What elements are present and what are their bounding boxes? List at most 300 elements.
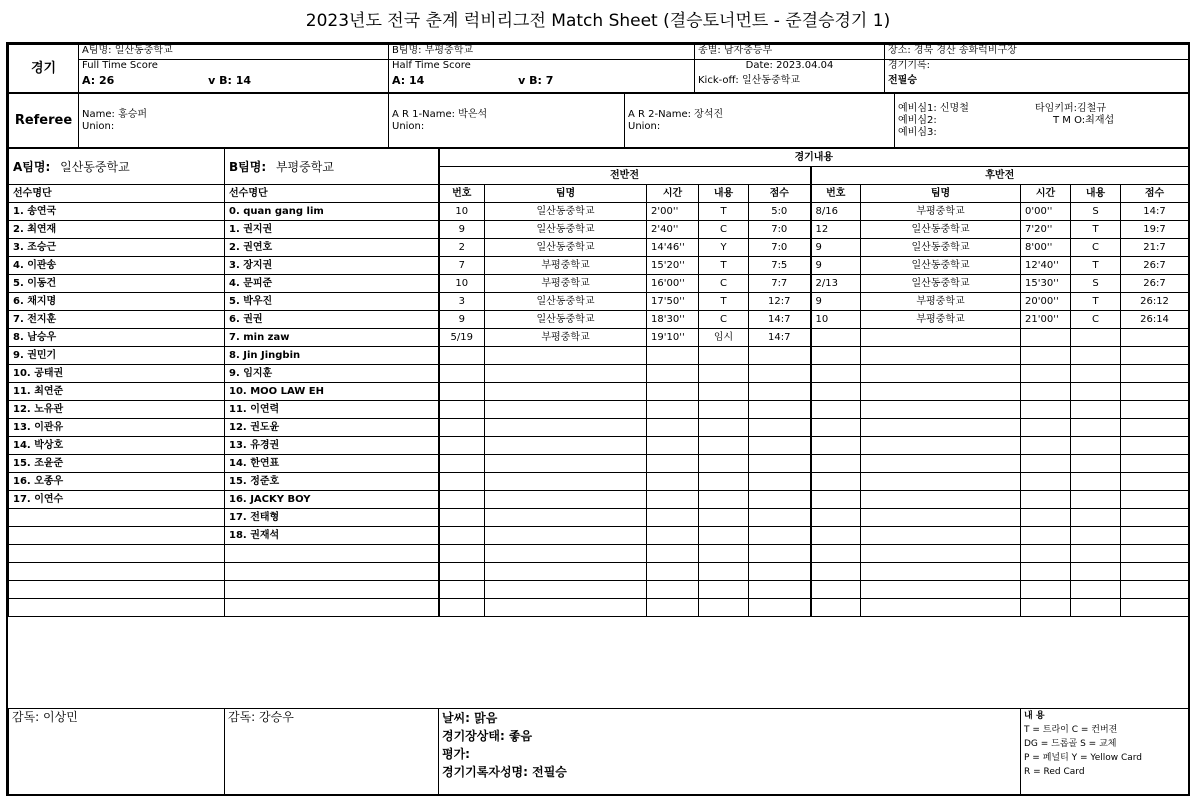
first-half-event-time: 16'00'' <box>647 275 699 293</box>
second-half-event-content <box>1071 365 1121 383</box>
first-half-event-number <box>439 545 485 563</box>
first-half-event-number <box>439 383 485 401</box>
first-half-event-team <box>485 347 647 365</box>
match-sheet <box>6 42 1190 796</box>
second-half-event-content: S <box>1071 203 1121 221</box>
player-a: 16. 오종우 <box>9 473 225 491</box>
table-row <box>9 455 1189 473</box>
first-half-event-content <box>699 563 749 581</box>
legend-4: R = Red Card <box>1024 767 1085 777</box>
second-half-event-team <box>861 347 1021 365</box>
player-a: 11. 최연준 <box>9 383 225 401</box>
tmo: T M O:최재섭 <box>1053 115 1115 126</box>
first-half-event-content <box>699 473 749 491</box>
second-half-event-score: 26:7 <box>1121 257 1189 275</box>
second-half-event-time <box>1021 491 1071 509</box>
second-half-event-content <box>1071 329 1121 347</box>
table-row <box>9 527 1189 545</box>
reserve-1: 예비심1: 신명철 <box>898 102 969 114</box>
table-row <box>9 311 1189 329</box>
player-b <box>225 545 439 563</box>
referee-table <box>8 93 1189 148</box>
second-half-event-score <box>1121 365 1189 383</box>
first-half-event-number <box>439 347 485 365</box>
legend-3: P = 페널티 Y = Yellow Card <box>1024 753 1143 763</box>
team-a-header <box>9 149 225 185</box>
referee-name <box>79 94 389 148</box>
coach-a: 감독: 이상민 <box>9 709 225 795</box>
table-row <box>9 509 1189 527</box>
first-half-event-score <box>749 419 811 437</box>
player-b: 8. Jin Jingbin <box>225 347 439 365</box>
second-half-event-team <box>861 437 1021 455</box>
player-a: 13. 이관유 <box>9 419 225 437</box>
player-a: 9. 권민기 <box>9 347 225 365</box>
first-half-event-number <box>439 365 485 383</box>
first-half-event-content <box>699 383 749 401</box>
second-half-event-team <box>861 491 1021 509</box>
second-half-event-content <box>1071 527 1121 545</box>
player-b: 15. 정준호 <box>225 473 439 491</box>
first-half-event-time: 18'30'' <box>647 311 699 329</box>
second-half-event-content <box>1071 491 1121 509</box>
second-half-event-team: 일산동중학교 <box>861 221 1021 239</box>
first-half-event-number: 10 <box>439 275 485 293</box>
first-half-event-time <box>647 581 699 599</box>
col-number: 번호 <box>439 185 485 203</box>
first-half-event-team: 일산동중학교 <box>485 221 647 239</box>
second-half-event-score <box>1121 527 1189 545</box>
first-half-event-score: 14:7 <box>749 329 811 347</box>
first-half-event-score <box>749 383 811 401</box>
ar1 <box>389 94 625 148</box>
second-half-event-team: 부평중학교 <box>861 293 1021 311</box>
first-half-event-time: 2'40'' <box>647 221 699 239</box>
second-half-event-score: 26:12 <box>1121 293 1189 311</box>
second-half-event-team <box>861 455 1021 473</box>
second-half-event-time <box>1021 545 1071 563</box>
sheet-title: 2023년도 전국 춘계 럭비리그전 Match Sheet (결승토너먼트 - 준결승경기 1) <box>305 11 891 31</box>
first-half-event-team <box>485 599 647 617</box>
first-half-event-score <box>749 455 811 473</box>
table-row <box>9 401 1189 419</box>
second-half-event-number: 12 <box>811 221 861 239</box>
second-half-event-number <box>811 509 861 527</box>
second-half-event-score <box>1121 509 1189 527</box>
team-a-title: 일산동중학교 <box>60 159 130 174</box>
player-a: 4. 이관송 <box>9 257 225 275</box>
second-half-event-team <box>861 365 1021 383</box>
second-half-event-score <box>1121 419 1189 437</box>
referee-name-text: Name: 홍승퍼 <box>82 108 148 120</box>
second-half-event-time <box>1021 527 1071 545</box>
table-row <box>9 257 1189 275</box>
player-b <box>225 563 439 581</box>
first-half-event-content <box>699 437 749 455</box>
first-half-event-score: 7:0 <box>749 221 811 239</box>
referee-union: Union: <box>82 120 115 132</box>
table-row <box>9 293 1189 311</box>
second-half-event-content <box>1071 581 1121 599</box>
table-row <box>9 599 1189 617</box>
table-row <box>9 221 1189 239</box>
first-half-event-number <box>439 419 485 437</box>
match-conditions <box>439 709 1021 795</box>
second-half-event-number <box>811 401 861 419</box>
first-half-event-number: 2 <box>439 239 485 257</box>
second-half-event-content <box>1071 419 1121 437</box>
player-a <box>9 563 225 581</box>
second-half-event-score <box>1121 329 1189 347</box>
table-row <box>9 365 1189 383</box>
full-time-score <box>79 60 389 93</box>
second-half-event-number <box>811 491 861 509</box>
second-half-event-score <box>1121 347 1189 365</box>
team-b-label: B팀명: <box>229 159 267 174</box>
first-half-event-score <box>749 473 811 491</box>
second-half-event-score <box>1121 599 1189 617</box>
player-a: 6. 채지명 <box>9 293 225 311</box>
first-half-event-team <box>485 509 647 527</box>
second-half-event-time <box>1021 419 1071 437</box>
second-half-event-content: C <box>1071 311 1121 329</box>
first-half-event-time <box>647 437 699 455</box>
player-b: 12. 권도윤 <box>225 419 439 437</box>
player-a: 3. 조승근 <box>9 239 225 257</box>
second-half-event-score <box>1121 473 1189 491</box>
second-half-event-content: C <box>1071 239 1121 257</box>
first-half-header: 전반전 <box>439 167 811 185</box>
referee-label: Referee <box>9 94 79 148</box>
second-half-event-number: 10 <box>811 311 861 329</box>
full-time-label: Full Time Score <box>82 60 158 71</box>
first-half-event-time: 19'10'' <box>647 329 699 347</box>
second-half-event-content: T <box>1071 257 1121 275</box>
second-half-event-time <box>1021 347 1071 365</box>
first-half-event-score: 7:5 <box>749 257 811 275</box>
officials <box>895 94 1189 148</box>
second-half-event-number <box>811 329 861 347</box>
first-half-event-team: 부평중학교 <box>485 275 647 293</box>
first-half-event-number <box>439 599 485 617</box>
second-half-event-number <box>811 383 861 401</box>
second-half-event-number: 2/13 <box>811 275 861 293</box>
first-half-event-score: 12:7 <box>749 293 811 311</box>
second-half-event-number <box>811 437 861 455</box>
second-half-event-team <box>861 545 1021 563</box>
second-half-event-team: 일산동중학교 <box>861 257 1021 275</box>
table-row <box>9 581 1189 599</box>
second-half-event-number: 9 <box>811 293 861 311</box>
first-half-event-content <box>699 455 749 473</box>
second-half-event-content <box>1071 383 1121 401</box>
second-half-event-number <box>811 527 861 545</box>
first-half-event-content <box>699 545 749 563</box>
first-half-event-number <box>439 527 485 545</box>
second-half-event-content <box>1071 347 1121 365</box>
first-half-event-time <box>647 527 699 545</box>
recorder: 경기기록자성명: 전필승 <box>442 765 567 779</box>
first-half-event-content: C <box>699 221 749 239</box>
roster-a-header: 선수명단 <box>9 185 225 203</box>
first-half-event-team: 부평중학교 <box>485 329 647 347</box>
second-half-event-score <box>1121 563 1189 581</box>
first-half-event-time <box>647 383 699 401</box>
first-half-event-score <box>749 347 811 365</box>
first-half-event-score <box>749 581 811 599</box>
first-half-event-team: 일산동중학교 <box>485 203 647 221</box>
second-half-event-content <box>1071 437 1121 455</box>
second-half-event-score: 21:7 <box>1121 239 1189 257</box>
first-half-event-team <box>485 419 647 437</box>
first-half-event-content: T <box>699 203 749 221</box>
second-half-event-team <box>861 383 1021 401</box>
first-half-event-score <box>749 545 811 563</box>
second-half-event-time <box>1021 365 1071 383</box>
second-half-event-number <box>811 455 861 473</box>
first-half-event-team: 일산동중학교 <box>485 239 647 257</box>
player-b: 3. 장지권 <box>225 257 439 275</box>
half-time-score <box>389 60 695 93</box>
first-half-event-score <box>749 527 811 545</box>
match-record <box>885 60 1189 93</box>
player-b: 17. 전태형 <box>225 509 439 527</box>
first-half-event-time <box>647 599 699 617</box>
player-a: 5. 이동건 <box>9 275 225 293</box>
team-b-name: B팀명: 부평중학교 <box>389 45 695 60</box>
timekeeper: 타임키퍼:김철규 <box>1035 103 1106 114</box>
second-half-event-content: T <box>1071 221 1121 239</box>
first-half-event-score <box>749 599 811 617</box>
first-half-event-number: 9 <box>439 311 485 329</box>
first-half-event-time: 17'50'' <box>647 293 699 311</box>
first-half-event-number <box>439 473 485 491</box>
second-half-event-number: 8/16 <box>811 203 861 221</box>
first-half-event-content <box>699 527 749 545</box>
player-a: 12. 노유관 <box>9 401 225 419</box>
second-half-event-content <box>1071 599 1121 617</box>
first-half-event-team: 일산동중학교 <box>485 293 647 311</box>
col-score: 점수 <box>1121 185 1189 203</box>
second-half-event-time: 15'30'' <box>1021 275 1071 293</box>
second-half-event-team <box>861 509 1021 527</box>
second-half-event-team: 부평중학교 <box>861 311 1021 329</box>
first-half-event-score: 7:0 <box>749 239 811 257</box>
second-half-event-content: S <box>1071 275 1121 293</box>
col-team: 팀명 <box>485 185 647 203</box>
player-a: 14. 박상호 <box>9 437 225 455</box>
first-half-event-content: C <box>699 275 749 293</box>
player-b: 11. 이연력 <box>225 401 439 419</box>
second-half-event-time: 12'40'' <box>1021 257 1071 275</box>
first-half-event-content <box>699 365 749 383</box>
second-half-event-team <box>861 527 1021 545</box>
first-half-event-time <box>647 419 699 437</box>
record-label: 경기기록: <box>888 60 931 71</box>
player-b: 5. 박우진 <box>225 293 439 311</box>
team-b-title: 부평중학교 <box>275 159 334 174</box>
first-half-event-number: 7 <box>439 257 485 275</box>
second-half-event-time: 7'20'' <box>1021 221 1071 239</box>
first-half-event-content: T <box>699 293 749 311</box>
col-time: 시간 <box>1021 185 1071 203</box>
player-b: 10. MOO LAW EH <box>225 383 439 401</box>
first-half-event-content <box>699 347 749 365</box>
first-half-event-content <box>699 491 749 509</box>
first-half-event-time <box>647 347 699 365</box>
second-half-event-time: 8'00'' <box>1021 239 1071 257</box>
player-a: 17. 이연수 <box>9 491 225 509</box>
second-half-event-number: 9 <box>811 257 861 275</box>
second-half-event-content <box>1071 545 1121 563</box>
second-half-event-number <box>811 419 861 437</box>
first-half-event-content <box>699 509 749 527</box>
player-b <box>225 581 439 599</box>
table-row <box>9 419 1189 437</box>
second-half-event-team <box>861 581 1021 599</box>
second-half-event-team: 일산동중학교 <box>861 275 1021 293</box>
first-half-event-time <box>647 473 699 491</box>
first-half-event-content <box>699 401 749 419</box>
col-content: 내용 <box>699 185 749 203</box>
second-half-event-time <box>1021 563 1071 581</box>
second-half-event-content <box>1071 563 1121 581</box>
second-half-event-team <box>861 329 1021 347</box>
second-half-event-team <box>861 401 1021 419</box>
second-half-event-team <box>861 563 1021 581</box>
second-half-event-number <box>811 347 861 365</box>
first-half-event-team <box>485 563 647 581</box>
ar1-union: Union: <box>392 120 425 132</box>
first-half-event-score <box>749 563 811 581</box>
player-a <box>9 527 225 545</box>
col-score: 점수 <box>749 185 811 203</box>
reserve-2: 예비심2: <box>898 114 937 126</box>
first-half-event-score <box>749 491 811 509</box>
second-half-event-score <box>1121 437 1189 455</box>
table-row <box>9 239 1189 257</box>
table-row <box>9 329 1189 347</box>
second-half-event-score <box>1121 491 1189 509</box>
player-b: 16. JACKY BOY <box>225 491 439 509</box>
match-content-header: 경기내용 <box>439 149 1189 167</box>
team-a-label: A팀명: <box>13 159 51 174</box>
second-half-event-score <box>1121 383 1189 401</box>
first-half-event-time <box>647 563 699 581</box>
second-half-event-time <box>1021 473 1071 491</box>
first-half-event-team: 부평중학교 <box>485 257 647 275</box>
ar2-name: A R 2-Name: 장석진 <box>628 108 724 120</box>
first-half-event-time: 14'46'' <box>647 239 699 257</box>
first-half-event-time <box>647 365 699 383</box>
first-half-event-time: 15'20'' <box>647 257 699 275</box>
player-a <box>9 509 225 527</box>
first-half-event-content <box>699 581 749 599</box>
first-half-event-number: 5/19 <box>439 329 485 347</box>
first-half-event-time <box>647 401 699 419</box>
first-half-event-team <box>485 545 647 563</box>
half-time-label: Half Time Score <box>392 60 471 71</box>
first-half-event-score <box>749 365 811 383</box>
second-half-event-time <box>1021 329 1071 347</box>
second-half-event-score <box>1121 455 1189 473</box>
first-half-event-team <box>485 401 647 419</box>
col-team: 팀명 <box>861 185 1021 203</box>
second-half-event-content <box>1071 401 1121 419</box>
first-half-event-team: 일산동중학교 <box>485 311 647 329</box>
legend-1: T = 트라이 C = 컨버젼 <box>1024 725 1118 735</box>
kickoff: Kick-off: 일산동중학교 <box>698 75 800 86</box>
player-a: 8. 남승우 <box>9 329 225 347</box>
ar1-name: A R 1-Name: 박은석 <box>392 108 488 120</box>
col-number: 번호 <box>811 185 861 203</box>
player-b: 13. 유경권 <box>225 437 439 455</box>
first-half-event-team <box>485 581 647 599</box>
first-half-event-score <box>749 437 811 455</box>
first-half-event-time <box>647 491 699 509</box>
first-half-event-number <box>439 563 485 581</box>
second-half-event-time <box>1021 455 1071 473</box>
table-row <box>9 491 1189 509</box>
player-b: 4. 문피준 <box>225 275 439 293</box>
second-half-event-number <box>811 365 861 383</box>
first-half-event-time: 2'00'' <box>647 203 699 221</box>
player-b: 18. 권재석 <box>225 527 439 545</box>
second-half-event-time <box>1021 437 1071 455</box>
second-half-event-content: T <box>1071 293 1121 311</box>
second-half-event-number: 9 <box>811 239 861 257</box>
table-row <box>9 473 1189 491</box>
second-half-event-content <box>1071 455 1121 473</box>
first-half-event-number: 9 <box>439 221 485 239</box>
second-half-event-time <box>1021 509 1071 527</box>
date-kickoff <box>695 60 885 93</box>
first-half-event-content: C <box>699 311 749 329</box>
first-half-event-number: 3 <box>439 293 485 311</box>
second-half-event-number <box>811 473 861 491</box>
first-half-event-team <box>485 527 647 545</box>
first-half-event-content <box>699 599 749 617</box>
player-b: 2. 권연호 <box>225 239 439 257</box>
table-row <box>9 383 1189 401</box>
first-half-event-time <box>647 545 699 563</box>
player-a: 2. 최연재 <box>9 221 225 239</box>
second-half-event-time <box>1021 581 1071 599</box>
venue: 장소: 경북 경산 송화럭비구장 <box>885 45 1189 60</box>
first-half-event-content: T <box>699 257 749 275</box>
second-half-event-content <box>1071 473 1121 491</box>
player-b: 6. 권권 <box>225 311 439 329</box>
table-row <box>9 347 1189 365</box>
first-half-event-team <box>485 437 647 455</box>
coach-b: 감독: 강승우 <box>225 709 439 795</box>
legend-2: DG = 드롭골 S = 교체 <box>1024 739 1117 749</box>
legend-title: 내 용 <box>1024 711 1045 721</box>
player-a: 7. 전지훈 <box>9 311 225 329</box>
footer-table <box>8 708 1189 795</box>
ar2-union: Union: <box>628 120 661 132</box>
first-half-event-number <box>439 401 485 419</box>
roster-b-header: 선수명단 <box>225 185 439 203</box>
team-b-header <box>225 149 439 185</box>
second-half-event-score: 19:7 <box>1121 221 1189 239</box>
first-half-event-number: 10 <box>439 203 485 221</box>
second-half-event-score: 26:7 <box>1121 275 1189 293</box>
player-b <box>225 599 439 617</box>
second-half-event-time <box>1021 599 1071 617</box>
player-a <box>9 545 225 563</box>
first-half-event-team <box>485 455 647 473</box>
